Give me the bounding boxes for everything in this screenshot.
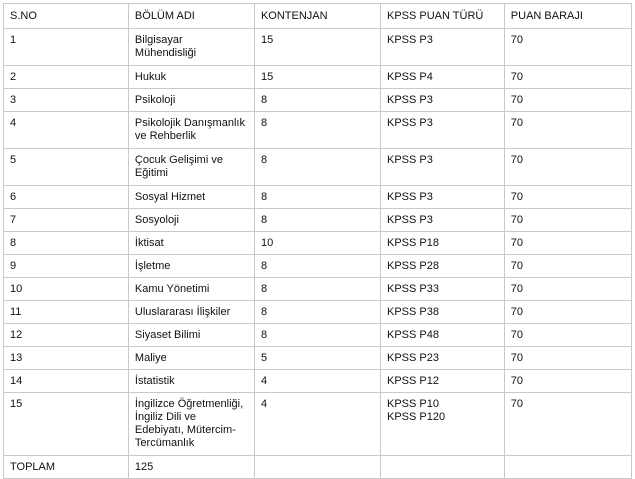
cell-threshold: 70 bbox=[504, 186, 631, 209]
cell-threshold: 70 bbox=[504, 370, 631, 393]
cell-department-name: Çocuk Gelişimi ve Eğitimi bbox=[128, 149, 254, 186]
cell-kpss-type: KPSS P28 bbox=[380, 255, 504, 278]
cell-threshold: 70 bbox=[504, 112, 631, 149]
cell-threshold: 70 bbox=[504, 255, 631, 278]
cell-kpss-type: KPSS P38 bbox=[380, 301, 504, 324]
cell-kpss-type: KPSS P33 bbox=[380, 278, 504, 301]
empty-cell bbox=[380, 456, 504, 479]
cell-threshold: 70 bbox=[504, 209, 631, 232]
cell-threshold: 70 bbox=[504, 232, 631, 255]
cell-quota: 8 bbox=[254, 186, 380, 209]
cell-department-name: Hukuk bbox=[128, 66, 254, 89]
cell-department-name: İngilizce Öğretmenliği, İngiliz Dili ve Edebiyatı, Mütercim- Tercümanlık bbox=[128, 393, 254, 456]
cell-sno: 9 bbox=[4, 255, 129, 278]
header-kpss-score-type: KPSS PUAN TÜRÜ bbox=[380, 4, 504, 29]
cell-kpss-type: KPSS P3 bbox=[380, 149, 504, 186]
cell-kpss-type: KPSS P3 bbox=[380, 29, 504, 66]
table-row bbox=[4, 112, 632, 149]
header-score-threshold: PUAN BARAJI bbox=[504, 4, 631, 29]
cell-quota: 8 bbox=[254, 278, 380, 301]
cell-sno: 2 bbox=[4, 66, 129, 89]
table-row bbox=[4, 301, 632, 324]
cell-kpss-type: KPSS P48 bbox=[380, 324, 504, 347]
cell-sno: 15 bbox=[4, 393, 129, 456]
quota-table-container bbox=[3, 3, 632, 479]
cell-threshold: 70 bbox=[504, 149, 631, 186]
cell-quota: 4 bbox=[254, 370, 380, 393]
cell-sno: 12 bbox=[4, 324, 129, 347]
cell-threshold: 70 bbox=[504, 347, 631, 370]
header-sno: S.NO bbox=[4, 4, 129, 29]
cell-sno: 13 bbox=[4, 347, 129, 370]
cell-threshold: 70 bbox=[504, 324, 631, 347]
table-row bbox=[4, 29, 632, 66]
cell-quota: 15 bbox=[254, 66, 380, 89]
total-row bbox=[4, 456, 632, 479]
cell-department-name: Sosyal Hizmet bbox=[128, 186, 254, 209]
header-department-name: BÖLÜM ADI bbox=[128, 4, 254, 29]
cell-sno: 8 bbox=[4, 232, 129, 255]
cell-quota: 8 bbox=[254, 255, 380, 278]
cell-quota: 8 bbox=[254, 149, 380, 186]
header-quota: KONTENJAN bbox=[254, 4, 380, 29]
table-row bbox=[4, 186, 632, 209]
cell-quota: 8 bbox=[254, 89, 380, 112]
table-row bbox=[4, 149, 632, 186]
cell-quota: 4 bbox=[254, 393, 380, 456]
cell-department-name: Psikoloji bbox=[128, 89, 254, 112]
empty-cell bbox=[504, 456, 631, 479]
table-row bbox=[4, 89, 632, 112]
cell-threshold: 70 bbox=[504, 66, 631, 89]
cell-kpss-type: KPSS P23 bbox=[380, 347, 504, 370]
cell-sno: 4 bbox=[4, 112, 129, 149]
cell-quota: 8 bbox=[254, 324, 380, 347]
table-row bbox=[4, 66, 632, 89]
cell-department-name: Uluslararası İlişkiler bbox=[128, 301, 254, 324]
cell-kpss-type: KPSS P4 bbox=[380, 66, 504, 89]
cell-kpss-type: KPSS P3 bbox=[380, 89, 504, 112]
cell-department-name: İstatistik bbox=[128, 370, 254, 393]
cell-department-name: Sosyoloji bbox=[128, 209, 254, 232]
cell-sno: 14 bbox=[4, 370, 129, 393]
cell-threshold: 70 bbox=[504, 393, 631, 456]
table-row bbox=[4, 278, 632, 301]
table-row bbox=[4, 232, 632, 255]
cell-department-name: Maliye bbox=[128, 347, 254, 370]
cell-threshold: 70 bbox=[504, 301, 631, 324]
cell-quota: 10 bbox=[254, 232, 380, 255]
cell-kpss-type: KPSS P10 KPSS P120 bbox=[380, 393, 504, 456]
empty-cell bbox=[254, 456, 380, 479]
cell-kpss-type: KPSS P18 bbox=[380, 232, 504, 255]
table-row bbox=[4, 209, 632, 232]
cell-department-name: Bilgisayar Mühendisliği bbox=[128, 29, 254, 66]
cell-sno: 1 bbox=[4, 29, 129, 66]
cell-department-name: İktisat bbox=[128, 232, 254, 255]
cell-sno: 3 bbox=[4, 89, 129, 112]
cell-sno: 7 bbox=[4, 209, 129, 232]
table-row bbox=[4, 347, 632, 370]
cell-department-name: Siyaset Bilimi bbox=[128, 324, 254, 347]
total-quota: 125 bbox=[128, 456, 254, 479]
cell-department-name: Psikolojik Danışmanlık ve Rehberlik bbox=[128, 112, 254, 149]
cell-kpss-type: KPSS P3 bbox=[380, 209, 504, 232]
cell-quota: 8 bbox=[254, 301, 380, 324]
table-row bbox=[4, 255, 632, 278]
cell-sno: 10 bbox=[4, 278, 129, 301]
table-row bbox=[4, 370, 632, 393]
cell-quota: 8 bbox=[254, 209, 380, 232]
cell-quota: 15 bbox=[254, 29, 380, 66]
cell-sno: 5 bbox=[4, 149, 129, 186]
cell-quota: 8 bbox=[254, 112, 380, 149]
cell-quota: 5 bbox=[254, 347, 380, 370]
cell-threshold: 70 bbox=[504, 278, 631, 301]
cell-threshold: 70 bbox=[504, 29, 631, 66]
cell-kpss-type: KPSS P12 bbox=[380, 370, 504, 393]
cell-sno: 11 bbox=[4, 301, 129, 324]
table-row bbox=[4, 393, 632, 456]
cell-department-name: Kamu Yönetimi bbox=[128, 278, 254, 301]
cell-kpss-type: KPSS P3 bbox=[380, 112, 504, 149]
quota-table bbox=[3, 3, 632, 479]
cell-threshold: 70 bbox=[504, 89, 631, 112]
total-label: TOPLAM bbox=[4, 456, 129, 479]
cell-department-name: İşletme bbox=[128, 255, 254, 278]
header-row bbox=[4, 4, 632, 29]
table-row bbox=[4, 324, 632, 347]
cell-kpss-type: KPSS P3 bbox=[380, 186, 504, 209]
cell-sno: 6 bbox=[4, 186, 129, 209]
